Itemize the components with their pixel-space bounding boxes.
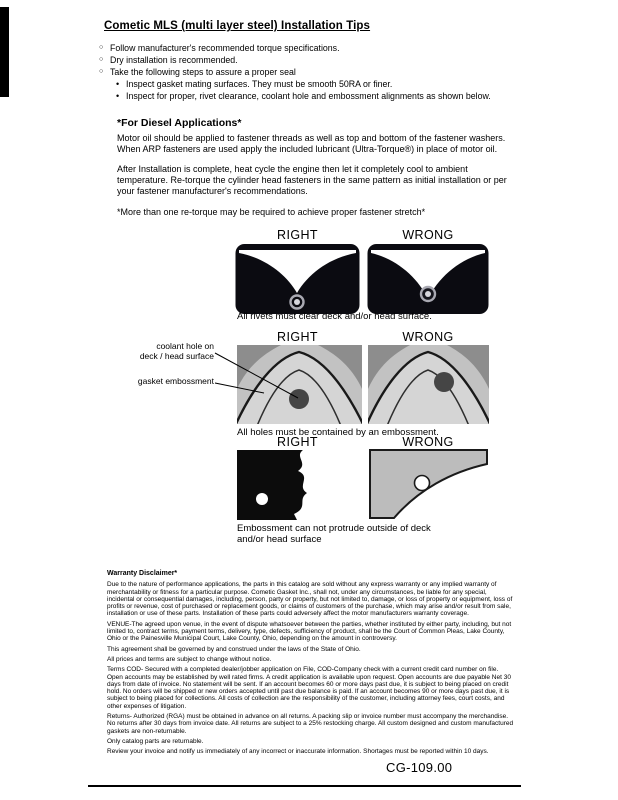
- deck-body: [237, 450, 307, 520]
- warranty-paragraph: Terms COD- Secured with a completed dealer/jobber application on File, COD-Company check with a current credit card number on file. Open accounts may be established by well rated firms. A credit application is available upon request. Open accounts are due payable Net 30 days from date of invoice. No statement will be sent. If an account becomes 60 or more days past due, it is subject to being placed on credit hold. No orders will be shipped or new orders accepted until past due balance is paid. If an account becomes 90 or more days past due, it is subject to being placed for collections. All costs of collection are the responsibility of the customer, including attorney fees, court costs, and other expenses of litigation.: [107, 666, 511, 710]
- embossment-annotation: gasket embossment: [137, 376, 214, 386]
- warranty-paragraph: Due to the nature of performance applications, the parts in this catalog are sold without any express warranty or any implied warranty of merchantability or fitness for a particular purpose. Cometic Gasket Inc., shall not, under any circumstances, be liable for any special, incidental or consequential damages, including, person, party or property, but not limited to, damage, or loss of property or equipment, loss of profits or revenue, cost of purchased or replacement goods, or claims of customers of the purchase, which may arise and/or result from sale, installation or use of these parts. Installation of these parts could adversely affect the motor manufacturers warranty coverage.: [107, 581, 513, 618]
- diagram-rivet-wrong-image: [367, 243, 489, 315]
- sub-tips-list: [116, 78, 491, 102]
- left-edge-mark: [0, 7, 9, 97]
- diagram-rivet-right-image: [235, 243, 360, 315]
- coolant-hole-annotation: [118, 342, 214, 361]
- diagram-protrusion-wrong-image: [368, 448, 489, 520]
- caption-line: and/or head surface: [237, 534, 322, 545]
- right-label: RIGHT: [277, 228, 318, 242]
- tip-item: [99, 42, 491, 54]
- sub-tip-item: [116, 78, 491, 90]
- page-title: Cometic MLS (multi layer steel) Installation Tips: [104, 20, 371, 32]
- right-label: RIGHT: [277, 435, 318, 449]
- embossment-hole-icon: [256, 493, 268, 505]
- embossment-hole-icon: [415, 476, 430, 491]
- diesel-applications-heading: *For Diesel Applications*: [117, 117, 242, 129]
- row3-caption: [237, 523, 431, 545]
- rivet-icon: [425, 291, 431, 297]
- tip-item: [99, 54, 491, 66]
- sub-tip-text: Inspect for proper, rivet clearance, coolant hole and embossment alignments as shown below.: [126, 91, 491, 101]
- sub-tip-item: [116, 90, 491, 102]
- tip-text: Take the following steps to assure a proper seal: [110, 67, 296, 77]
- diagram-protrusion-right-image: [237, 448, 360, 520]
- warranty-disclaimer: [107, 570, 514, 759]
- diesel-paragraph: After Installation is complete, heat cycle the engine then let it completely cool to ambient temperature. Re-torque the cylinder head fasteners in the same pattern as initial installation or per your fastener manufacturer's recommendations.: [117, 164, 507, 196]
- tip-text: Follow manufacturer's recommended torque specifications.: [110, 43, 340, 53]
- rivet-icon: [294, 299, 300, 305]
- caption-line: Embossment can not protrude outside of deck: [237, 523, 431, 534]
- wrong-label: WRONG: [402, 330, 454, 344]
- bottom-rule: [88, 785, 521, 787]
- warranty-paragraph: VENUE-The agreed upon venue, in the event of dispute whatsoever between the parties, whether instituted by either party, including, but not limited to, contract terms, payment terms, delivery, type, defects, sufficiency of product, shall be the Court of Common Pleas, Lake County, Ohio or the Painesville Municipal Court, Lake County, Ohio, depending on the amount in controversy.: [107, 620, 512, 643]
- pointer-line: [215, 383, 264, 393]
- wrong-label: WRONG: [402, 435, 454, 449]
- warranty-paragraph: Returns- Authorized (RGA) must be obtained in advance on all returns. A packing slip or invoice number must accompany the merchandise. No returns after 30 days from invoice date. All returns are subject to a 25% restocking charge. All custom designed and custom manufactured gaskets are non-returnable.: [107, 713, 514, 735]
- annotation-line: coolant hole on: [156, 341, 214, 351]
- warranty-heading: Warranty Disclaimer*: [107, 570, 178, 577]
- wrong-label: WRONG: [402, 228, 454, 242]
- tip-item: [99, 66, 491, 78]
- retorque-note: *More than one re-torque may be required to achieve proper fastener stretch*: [117, 207, 426, 217]
- tip-text: Dry installation is recommended.: [110, 55, 238, 65]
- row1-caption: All rivets must clear deck and/or head surface.: [237, 311, 432, 322]
- warranty-paragraph: Only catalog parts are returnable.: [107, 737, 204, 745]
- right-label: RIGHT: [277, 330, 318, 344]
- warranty-paragraph: All prices and terms are subject to change without notice.: [107, 655, 272, 663]
- sub-tip-text: Inspect gasket mating surfaces. They must be smooth 50RA or finer.: [126, 79, 393, 89]
- annotation-line: deck / head surface: [139, 350, 214, 361]
- installation-tips-list: [99, 42, 491, 102]
- coolant-hole-icon: [434, 372, 454, 392]
- warranty-paragraph: Review your invoice and notify us immediately of any incorrect or inaccurate information. Shortages must be reported within 10 days.: [107, 748, 489, 756]
- diesel-paragraph: Motor oil should be applied to fastener threads as well as top and bottom of the fastener washers. When ARP fasteners are used apply the included lubricant (Ultra-Torque®) in place of motor oil.: [117, 133, 506, 154]
- diagram-embossment-wrong-image: [368, 345, 489, 424]
- row2-caption: All holes must be contained by an embossment.: [237, 427, 439, 438]
- warranty-paragraph: This agreement shall be governed by and construed under the laws of the State of Ohio.: [107, 645, 361, 653]
- annotation-pointer-lines: [214, 350, 304, 405]
- page-number: CG-109.00: [386, 760, 453, 775]
